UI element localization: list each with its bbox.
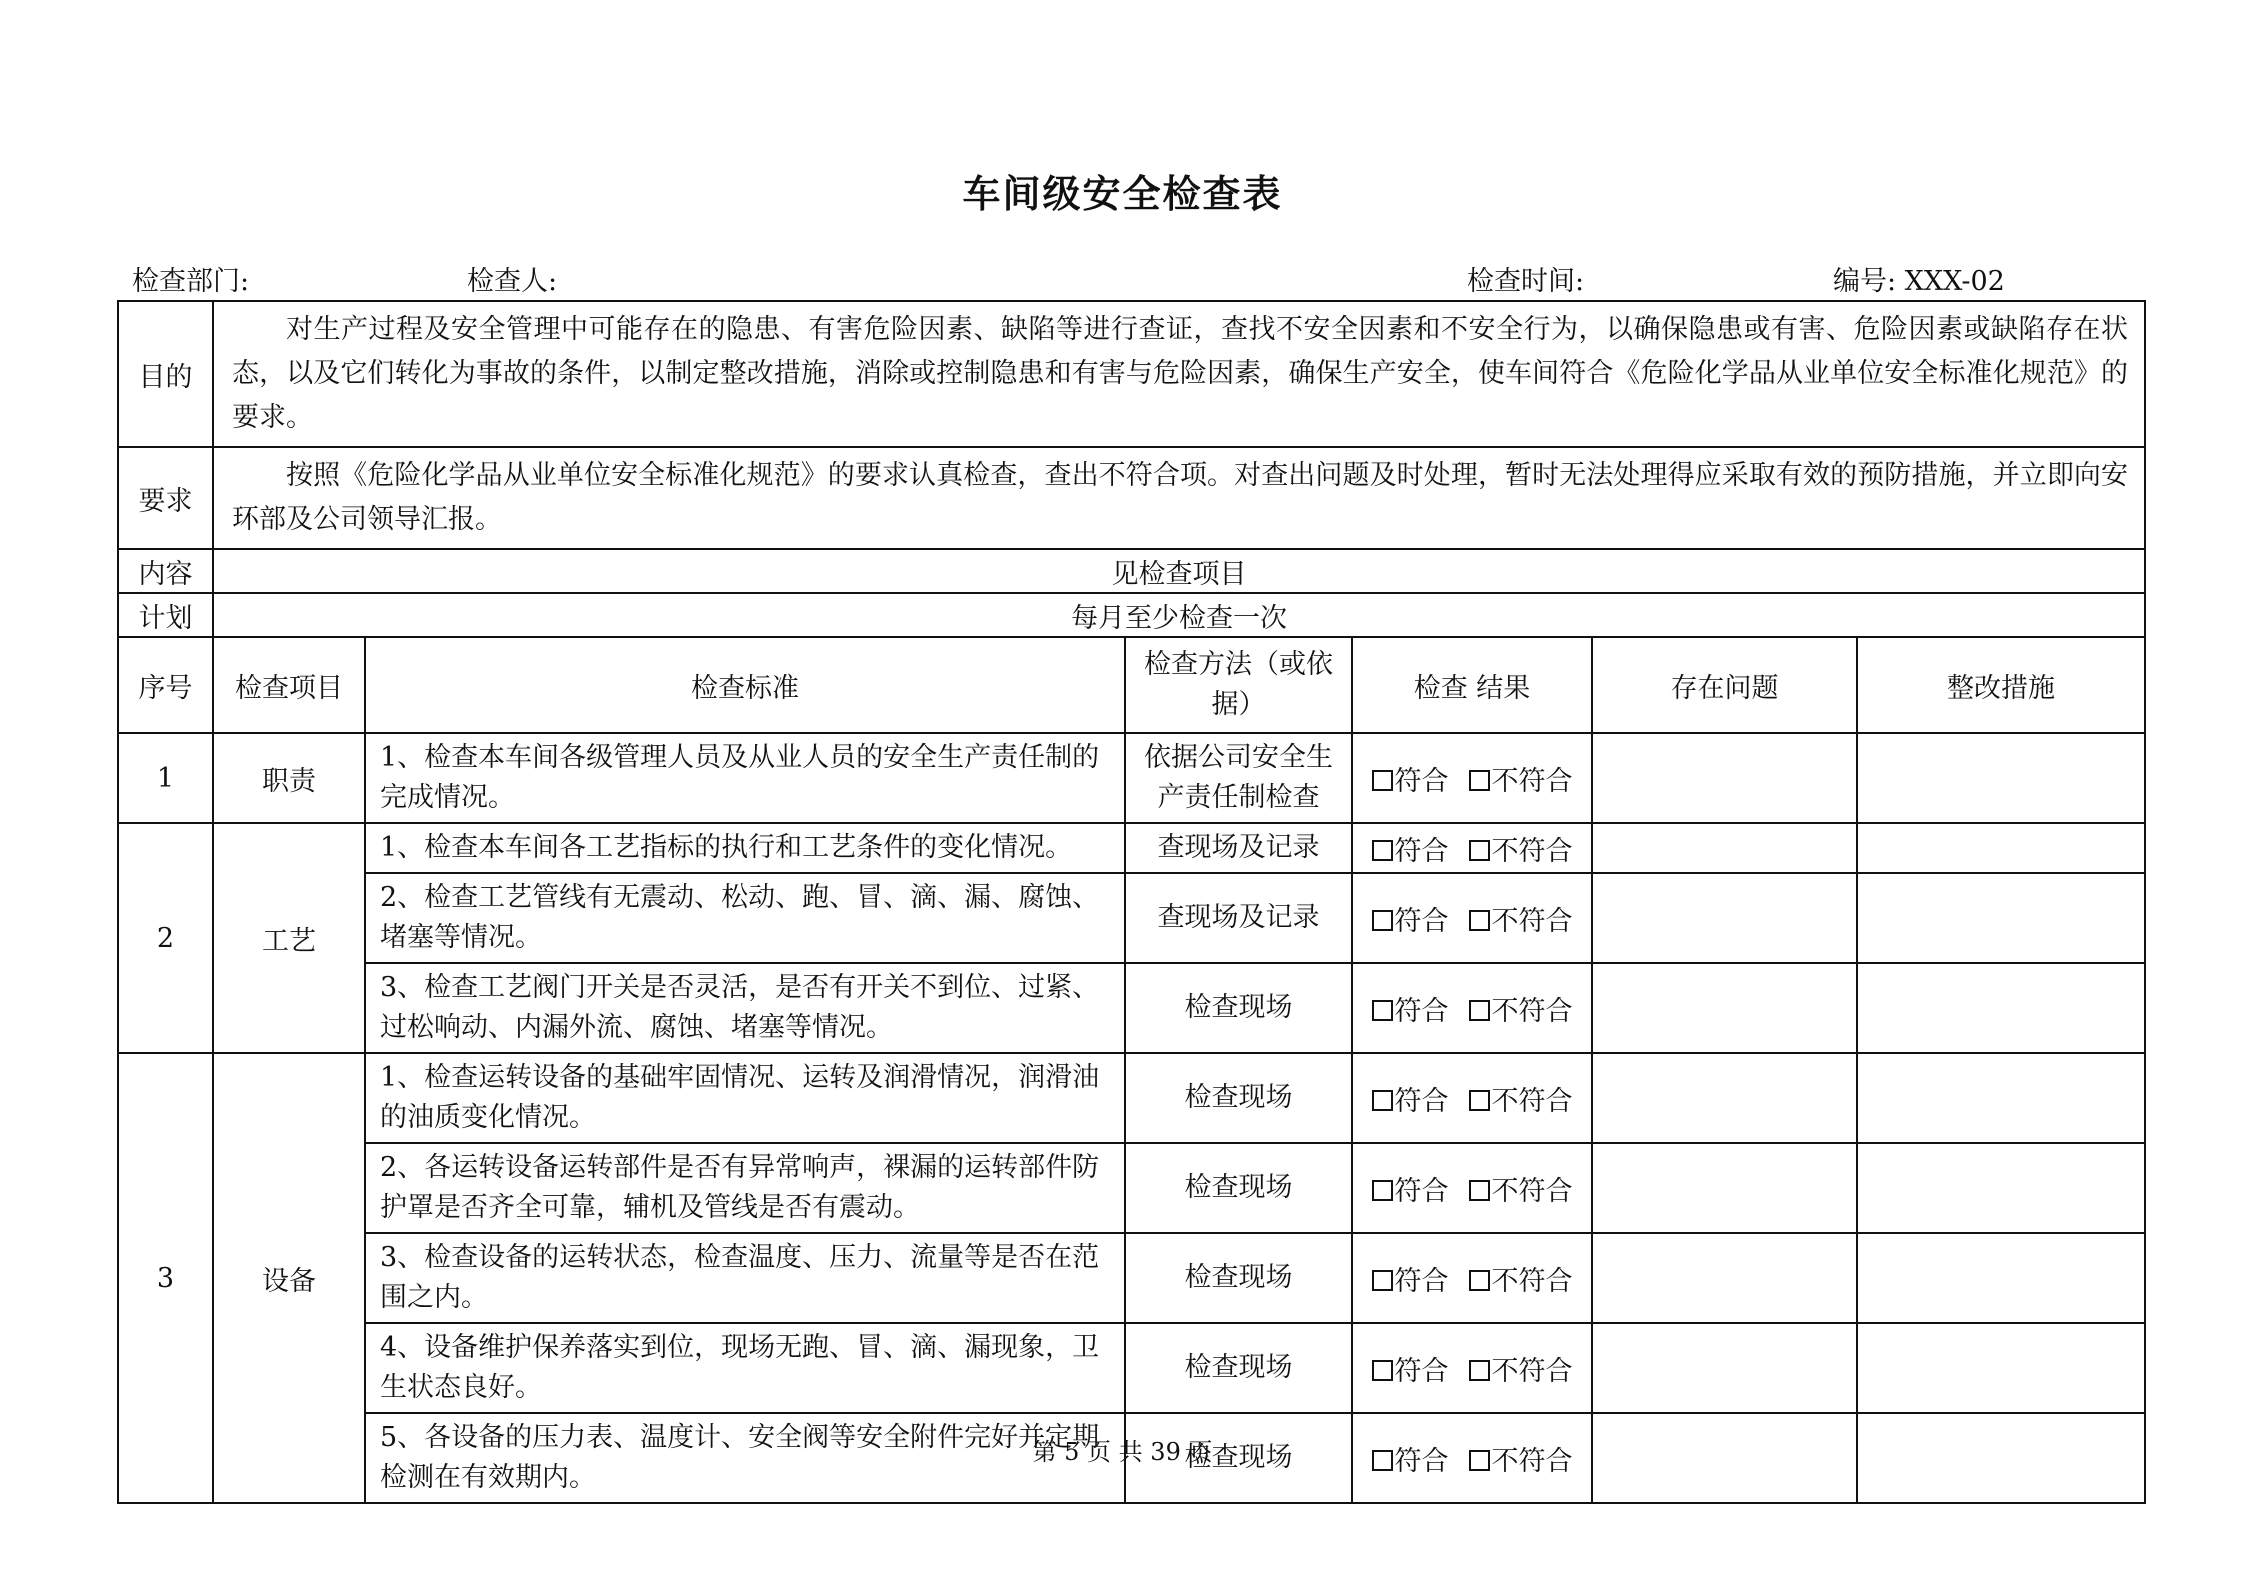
group-number: 1: [118, 733, 213, 823]
page-title: 车间级安全检查表: [962, 171, 1283, 216]
fail-label: 不符合: [1491, 765, 1573, 797]
header-existing-problems: 存在问题: [1592, 637, 1857, 733]
checkbox-icon: [1469, 1360, 1490, 1381]
pass-option[interactable]: [1372, 989, 1449, 1028]
inspection-time-label: 检查时间:: [1467, 266, 1585, 297]
requirement-row: [118, 447, 2145, 549]
check-standard: 1、检查本车间各级管理人员及从业人员的安全生产责任制的完成情况。: [365, 733, 1125, 823]
checkbox-icon: [1372, 1180, 1393, 1201]
pass-label: 符合: [1394, 1265, 1449, 1297]
checkbox-icon: [1469, 770, 1490, 791]
checkbox-icon: [1372, 840, 1393, 861]
check-result: [1352, 1053, 1592, 1143]
fail-option[interactable]: [1469, 759, 1573, 798]
table-row: [118, 1323, 2145, 1413]
fail-label: 不符合: [1491, 1265, 1573, 1297]
problem-cell[interactable]: [1592, 1233, 1857, 1323]
check-standard: 5、各设备的压力表、温度计、安全阀等安全附件完好并定期检测在有效期内。: [365, 1413, 1125, 1503]
check-standard: 1、检查运转设备的基础牢固情况、运转及润滑情况，润滑油的油质变化情况。: [365, 1053, 1125, 1143]
checkbox-icon: [1469, 1000, 1490, 1021]
check-result: [1352, 1233, 1592, 1323]
header-serial-no: 序号: [118, 637, 213, 733]
purpose-row: [118, 301, 2145, 447]
group-item: 职责: [213, 733, 365, 823]
check-method: 检查现场: [1125, 1233, 1352, 1323]
problem-cell[interactable]: [1592, 1143, 1857, 1233]
checkbox-icon: [1469, 1270, 1490, 1291]
checkbox-icon: [1372, 910, 1393, 931]
measure-cell[interactable]: [1857, 963, 2145, 1053]
checkbox-icon: [1372, 1090, 1393, 1111]
check-method: 检查现场: [1125, 1143, 1352, 1233]
fail-option[interactable]: [1469, 829, 1573, 868]
group-number: 3: [118, 1053, 213, 1503]
content-row: [118, 549, 2145, 593]
measure-cell[interactable]: [1857, 1053, 2145, 1143]
pass-option[interactable]: [1372, 1349, 1449, 1388]
pass-option[interactable]: [1372, 1169, 1449, 1208]
table-row: [118, 733, 2145, 823]
fail-label: 不符合: [1491, 1085, 1573, 1117]
pass-option[interactable]: [1372, 899, 1449, 938]
purpose-text: 对生产过程及安全管理中可能存在的隐患、有害危险因素、缺陷等进行查证，查找不安全因素和不安全行为，以确保隐患或有害、危险因素或缺陷存在状态，以及它们转化为事故的条件，以制定整改措施，消除或控制隐患和有害与危险因素，确保生产安全，使车间符合《危险化学品从业单位安全标准化规范》的要求。: [213, 301, 2145, 447]
measure-cell[interactable]: [1857, 823, 2145, 873]
checkbox-icon: [1372, 1270, 1393, 1291]
table-row: [118, 873, 2145, 963]
pass-label: 符合: [1394, 1175, 1449, 1207]
measure-cell[interactable]: [1857, 1143, 2145, 1233]
problem-cell[interactable]: [1592, 733, 1857, 823]
purpose-label: 目的: [118, 301, 213, 447]
problem-cell[interactable]: [1592, 823, 1857, 873]
check-standard: 2、检查工艺管线有无震动、松动、跑、冒、滴、漏、腐蚀、堵塞等情况。: [365, 873, 1125, 963]
check-result: [1352, 733, 1592, 823]
check-result: [1352, 1323, 1592, 1413]
check-method: 查现场及记录: [1125, 823, 1352, 873]
measure-cell[interactable]: [1857, 733, 2145, 823]
measure-cell[interactable]: [1857, 1233, 2145, 1323]
fail-label: 不符合: [1491, 835, 1573, 867]
table-row: [118, 1233, 2145, 1323]
department-label: 检查部门:: [132, 266, 250, 297]
check-result: [1352, 1143, 1592, 1233]
pass-label: 符合: [1394, 1085, 1449, 1117]
plan-row: [118, 593, 2145, 637]
header-check-result: 检查 结果: [1352, 637, 1592, 733]
fail-option[interactable]: [1469, 1349, 1573, 1388]
pass-label: 符合: [1394, 995, 1449, 1027]
pass-label: 符合: [1394, 835, 1449, 867]
plan-label: 计划: [118, 593, 213, 637]
group-item: 工艺: [213, 823, 365, 1053]
check-standard: 3、检查工艺阀门开关是否灵活，是否有开关不到位、过紧、过松响动、内漏外流、腐蚀、堵塞等情况。: [365, 963, 1125, 1053]
checkbox-icon: [1469, 1180, 1490, 1201]
check-result: [1352, 823, 1592, 873]
requirement-label: 要求: [118, 447, 213, 549]
pass-option[interactable]: [1372, 1259, 1449, 1298]
group-item: 设备: [213, 1053, 365, 1503]
header-check-item: 检查项目: [213, 637, 365, 733]
checkbox-icon: [1469, 840, 1490, 861]
pass-option[interactable]: [1372, 759, 1449, 798]
check-method: 依据公司安全生产责任制检查: [1125, 733, 1352, 823]
fail-option[interactable]: [1469, 1169, 1573, 1208]
column-header-row: [118, 637, 2145, 733]
plan-text: 每月至少检查一次: [213, 593, 2145, 637]
check-method: 检查现场: [1125, 1323, 1352, 1413]
inspector-label: 检查人:: [467, 266, 558, 297]
check-standard: 3、检查设备的运转状态，检查温度、压力、流量等是否在范围之内。: [365, 1233, 1125, 1323]
pass-option[interactable]: [1372, 829, 1449, 868]
fail-label: 不符合: [1491, 1445, 1573, 1477]
pass-label: 符合: [1394, 765, 1449, 797]
problem-cell[interactable]: [1592, 963, 1857, 1053]
fail-option[interactable]: [1469, 1259, 1573, 1298]
checkbox-icon: [1469, 1090, 1490, 1111]
table-row: [118, 823, 2145, 873]
group-number: 2: [118, 823, 213, 1053]
checkbox-icon: [1372, 1360, 1393, 1381]
table-row: [118, 1053, 2145, 1143]
header-check-standard: 检查标准: [365, 637, 1125, 733]
table-row: [118, 963, 2145, 1053]
check-method: 查现场及记录: [1125, 873, 1352, 963]
fail-label: 不符合: [1491, 905, 1573, 937]
pass-option[interactable]: [1372, 1079, 1449, 1118]
fail-option[interactable]: [1469, 1079, 1573, 1118]
problem-cell[interactable]: [1592, 1323, 1857, 1413]
check-method: 检查现场: [1125, 1413, 1352, 1503]
checkbox-icon: [1469, 910, 1490, 931]
check-result: [1352, 873, 1592, 963]
header-corrective-measures: 整改措施: [1857, 637, 2145, 733]
content-label: 内容: [118, 549, 213, 593]
check-standard: 1、检查本车间各工艺指标的执行和工艺条件的变化情况。: [365, 823, 1125, 873]
content-text: 见检查项目: [213, 549, 2145, 593]
fail-option[interactable]: [1469, 899, 1573, 938]
pass-label: 符合: [1394, 905, 1449, 937]
form-number: 编号: XXX-02: [1833, 266, 2005, 297]
check-method: 检查现场: [1125, 1053, 1352, 1143]
check-standard: 2、各运转设备运转部件是否有异常响声，裸漏的运转部件防护罩是否齐全可靠，辅机及管线是否有震动。: [365, 1143, 1125, 1233]
fail-label: 不符合: [1491, 995, 1573, 1027]
table-row: [118, 1143, 2145, 1233]
checkbox-icon: [1372, 770, 1393, 791]
header-check-method: 检查方法（或依据）: [1125, 637, 1352, 733]
checkbox-icon: [1372, 1000, 1393, 1021]
fail-label: 不符合: [1491, 1175, 1573, 1207]
inspection-table: [117, 300, 2146, 1504]
check-result: [1352, 963, 1592, 1053]
pass-label: 符合: [1394, 1355, 1449, 1387]
fail-option[interactable]: [1469, 989, 1573, 1028]
measure-cell[interactable]: [1857, 1323, 2145, 1413]
check-method: 检查现场: [1125, 963, 1352, 1053]
pass-label: 符合: [1394, 1445, 1449, 1477]
problem-cell[interactable]: [1592, 873, 1857, 963]
page-number: 第 5 页 共 39 页: [1032, 1438, 1213, 1466]
check-standard: 4、设备维护保养落实到位，现场无跑、冒、滴、漏现象，卫生状态良好。: [365, 1323, 1125, 1413]
requirement-text: 按照《危险化学品从业单位安全标准化规范》的要求认真检查，查出不符合项。对查出问题及时处理，暂时无法处理得应采取有效的预防措施，并立即向安环部及公司领导汇报。: [213, 447, 2145, 549]
fail-label: 不符合: [1491, 1355, 1573, 1387]
measure-cell[interactable]: [1857, 873, 2145, 963]
problem-cell[interactable]: [1592, 1053, 1857, 1143]
